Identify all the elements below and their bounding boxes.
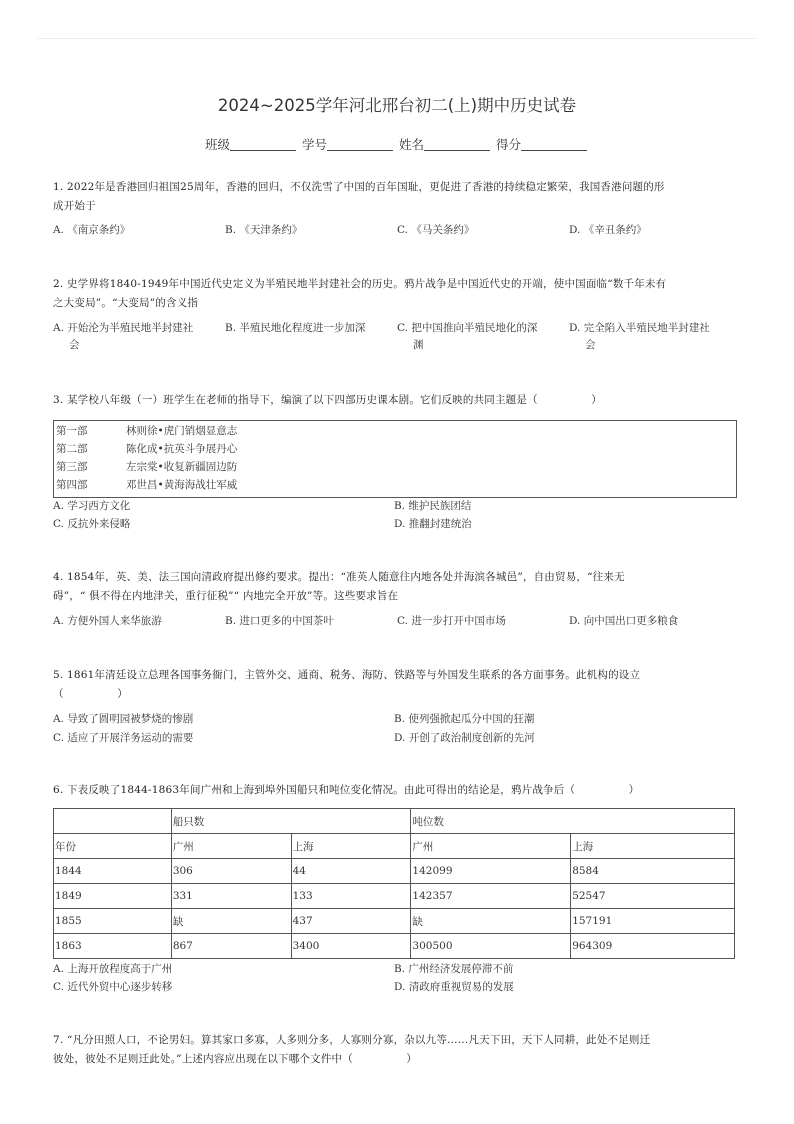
table-row <box>54 934 735 959</box>
table-cell: 142357 <box>411 884 571 909</box>
field-score[interactable] <box>496 135 589 153</box>
table-cell: 1849 <box>54 884 172 909</box>
play-title: 左宗棠•收复新疆固边防 <box>126 461 238 473</box>
question-3-stem: 3. 某学校八年级（一）班学生在老师的指导下，编演了以下四部历史课本剧。它们反映的共同主题是（ ） <box>53 394 602 406</box>
play-title: 邓世昌•黄海海战壮军威 <box>126 479 238 491</box>
question-2 <box>53 275 743 313</box>
option-b[interactable]: B. 《天津条约》 <box>225 224 303 236</box>
option-a[interactable]: A. 《南京条约》 <box>53 224 131 236</box>
option-c-line1: C. 把中国推向半殖民地化的深 <box>397 322 538 334</box>
option-a[interactable]: A. 学习西方文化 <box>53 500 131 512</box>
table-cell: 964309 <box>571 934 735 959</box>
field-student-id-blank[interactable] <box>327 136 393 151</box>
play-row <box>56 458 237 476</box>
play-part: 第四部 <box>56 479 88 491</box>
question-1 <box>53 178 743 216</box>
table-cell: 133 <box>291 884 411 909</box>
table-header-cell: 船只数 <box>171 809 411 834</box>
question-7-stem-line2: 彼处，彼处不足则迁此处。”上述内容应出现在以下哪个文件中（ ） <box>53 1053 418 1065</box>
option-d-line1: D. 完全陷入半殖民地半封建社 <box>569 322 710 334</box>
table-row <box>54 884 735 909</box>
field-name-blank[interactable] <box>424 136 490 151</box>
option-d[interactable]: D. 《辛丑条约》 <box>569 224 647 236</box>
question-6 <box>53 781 743 800</box>
option-c[interactable]: C. 《马关条约》 <box>397 224 475 236</box>
table-cell: 1855 <box>54 909 172 934</box>
table-subheader-row <box>54 834 735 859</box>
table-header-cell: 年份 <box>54 834 172 859</box>
field-name[interactable] <box>399 135 492 153</box>
table-cell: 306 <box>171 859 291 884</box>
table-cell: 300500 <box>411 934 571 959</box>
table-cell: 157191 <box>571 909 735 934</box>
question-4 <box>53 568 743 606</box>
field-score-label: 得分 <box>495 137 521 152</box>
table-cell: 867 <box>171 934 291 959</box>
option-b-line1: B. 半殖民地化程度进一步加深 <box>225 322 366 334</box>
play-row <box>56 440 237 458</box>
question-1-stem-line1: 1. 2022年是香港回归祖国25周年，香港的回归，不仅洗雪了中国的百年国耻，更促进了香港的持续稳定繁荣，我国香港问题的形 <box>53 181 665 193</box>
option-c[interactable]: C. 适应了开展洋务运动的需要 <box>53 732 194 744</box>
option-a[interactable]: A. 方便外国人来华旅游 <box>53 615 162 627</box>
table-header-cell: 广州 <box>411 834 571 859</box>
field-student-id[interactable] <box>302 135 395 153</box>
table-cell: 331 <box>171 884 291 909</box>
table-header-cell: 上海 <box>291 834 411 859</box>
question-3 <box>53 391 743 410</box>
table-cell: 8584 <box>571 859 735 884</box>
question-6-options <box>53 960 743 1000</box>
option-c[interactable]: C. 进一步打开中国市场 <box>397 615 506 627</box>
question-4-stem-line2: 碍”，“ 俱不得在内地津关，重行征税”“ 内地完全开放”等。这些要求旨在 <box>53 590 399 602</box>
table-header-cell: 吨位数 <box>411 809 735 834</box>
ships-tonnage-table <box>53 808 735 959</box>
field-class[interactable] <box>205 135 298 153</box>
question-5-stem-line1: 5. 1861年清廷设立总理各国事务衙门，主管外交、通商、税务、海防、铁路等与外国发生联系的各方面事务。此机构的设立 <box>53 669 641 681</box>
header-rule <box>38 38 756 39</box>
table-cell: 缺 <box>411 909 571 934</box>
question-4-stem-line1: 4. 1854年，英、美、法三国向清政府提出修约要求。提出：“准英人随意往内地各处并海滨各城邑”，自由贸易，“往来无 <box>53 571 625 583</box>
option-b[interactable]: B. 广州经济发展停滞不前 <box>394 963 514 975</box>
option-c-line2: 渊 <box>413 339 424 351</box>
table-cell: 44 <box>291 859 411 884</box>
option-a-line1: A. 开始沦为半殖民地半封建社 <box>53 322 194 334</box>
play-row <box>56 422 237 440</box>
question-7 <box>53 1031 743 1069</box>
field-student-id-label: 学号 <box>301 137 327 152</box>
table-header-row <box>54 809 735 834</box>
option-c[interactable]: C. 近代外贸中心逐步转移 <box>53 981 173 993</box>
question-5 <box>53 666 743 704</box>
option-d[interactable]: D. 推翻封建统治 <box>394 518 472 530</box>
table-cell: 142099 <box>411 859 571 884</box>
question-5-stem-line2: （ ） <box>53 688 128 700</box>
option-b[interactable]: B. 进口更多的中国茶叶 <box>225 615 334 627</box>
question-7-stem-line1: 7. “凡分田照人口，不论男妇。算其家口多寡，人多则分多，人寡则分寡，杂以九等……凡天下田，天下人同耕，此处不足则迁 <box>53 1034 651 1046</box>
field-score-blank[interactable] <box>521 136 587 151</box>
field-class-blank[interactable] <box>230 136 296 151</box>
play-title: 林则徐•虎门销烟显意志 <box>126 425 238 437</box>
question-2-stem-line2: 之大变局”。“大变局”的含义指 <box>53 297 199 309</box>
play-part: 第一部 <box>56 425 88 437</box>
play-row <box>56 476 237 494</box>
option-b[interactable]: B. 使列强掀起瓜分中国的狂潮 <box>394 713 535 725</box>
option-d[interactable]: D. 清政府重视贸易的发展 <box>394 981 514 993</box>
option-c[interactable]: C. 反抗外来侵略 <box>53 518 131 530</box>
question-2-stem-line1: 2. 史学界将1840-1949年中国近代史定义为半殖民地半封建社会的历史。鸦片战争是中国近代史的开端，使中国面临“数千年未有 <box>53 278 667 290</box>
question-6-stem: 6. 下表反映了1844-1863年间广州和上海到埠外国船只和吨位变化情况。由此可得出的结论是，鸦片战争后（ ） <box>53 784 640 796</box>
table-header-cell: 上海 <box>571 834 735 859</box>
option-a[interactable] <box>53 320 223 354</box>
option-b[interactable] <box>225 320 395 337</box>
question-1-stem-line2: 成开始于 <box>53 200 96 212</box>
field-name-label: 姓名 <box>398 137 424 152</box>
question-3-options <box>53 497 743 537</box>
option-a[interactable]: A. 上海开放程度高于广州 <box>53 963 173 975</box>
table-header-cell <box>54 809 172 834</box>
table-cell: 1844 <box>54 859 172 884</box>
student-info-fields <box>0 135 794 153</box>
table-row <box>54 909 735 934</box>
table-cell: 缺 <box>171 909 291 934</box>
table-cell: 52547 <box>571 884 735 909</box>
question-5-options <box>53 710 743 750</box>
table-cell: 3400 <box>291 934 411 959</box>
option-a-line2: 会 <box>69 339 80 351</box>
page-title: 2024~2025学年河北邢台初二(上)期中历史试卷 <box>217 96 577 115</box>
play-part: 第三部 <box>56 461 88 473</box>
option-d-line2: 会 <box>585 339 596 351</box>
option-a[interactable]: A. 导致了圆明园被梦烧的惨剧 <box>53 713 194 725</box>
play-title: 陈化成•抗英斗争展丹心 <box>126 443 238 455</box>
play-part: 第二部 <box>56 443 88 455</box>
table-header-cell: 广州 <box>171 834 291 859</box>
option-c[interactable] <box>397 320 567 354</box>
option-d[interactable] <box>569 320 739 354</box>
option-b[interactable]: B. 维护民族团结 <box>394 500 472 512</box>
table-cell: 1863 <box>54 934 172 959</box>
question-3-plays-box <box>53 420 737 498</box>
table-row <box>54 859 735 884</box>
field-class-label: 班级 <box>204 137 230 152</box>
option-d[interactable]: D. 向中国出口更多粮食 <box>569 615 679 627</box>
table-cell: 437 <box>291 909 411 934</box>
option-d[interactable]: D. 开创了政治制度创新的先河 <box>394 732 535 744</box>
